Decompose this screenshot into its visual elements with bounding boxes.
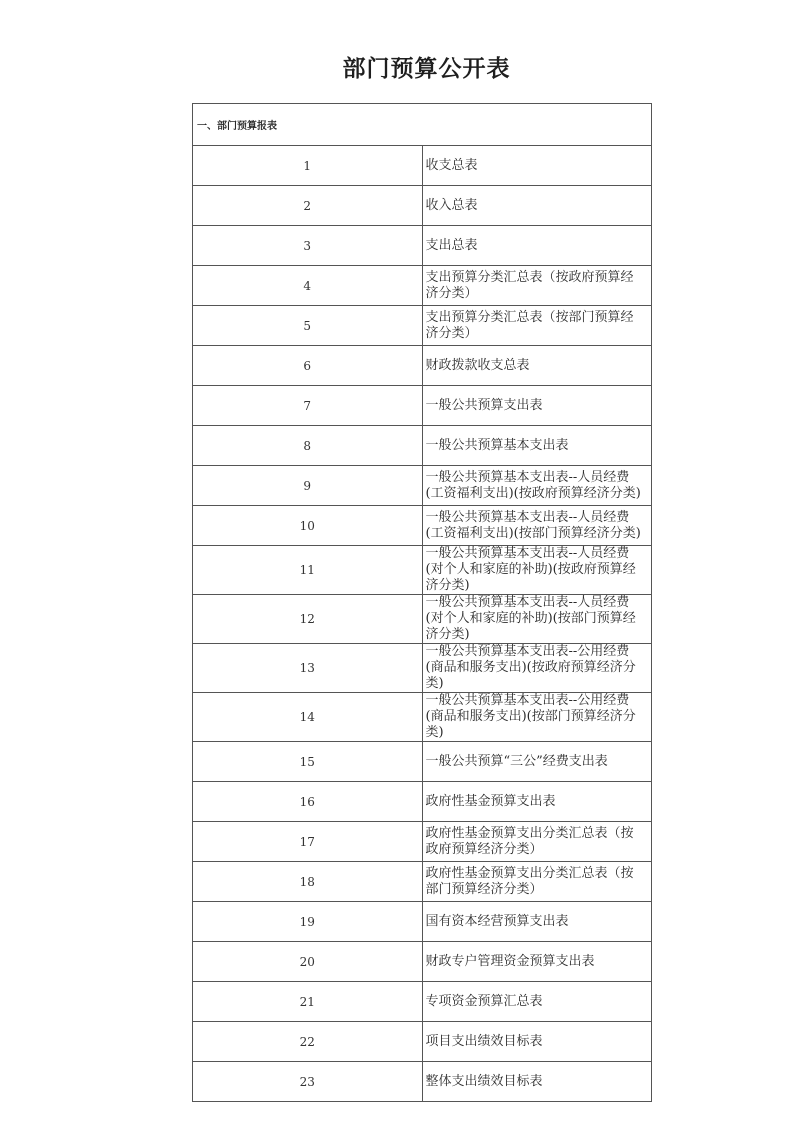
table-row (193, 146, 652, 186)
report-name: 支出预算分类汇总表（按政府预算经济分类） (422, 266, 652, 306)
report-name: 政府性基金预算支出分类汇总表（按政府预算经济分类） (422, 822, 652, 862)
table-row (193, 1022, 652, 1062)
row-number: 7 (193, 386, 423, 426)
table-row (193, 1062, 652, 1102)
report-name: 财政专户管理资金预算支出表 (422, 942, 652, 982)
report-name: 专项资金预算汇总表 (422, 982, 652, 1022)
section-header-row (193, 104, 652, 146)
report-name: 财政拨款收支总表 (422, 346, 652, 386)
row-number: 21 (193, 982, 423, 1022)
row-number: 22 (193, 1022, 423, 1062)
table-row (193, 306, 652, 346)
table-row (193, 644, 652, 693)
report-name: 一般公共预算“三公”经费支出表 (422, 742, 652, 782)
report-name: 收支总表 (422, 146, 652, 186)
report-name: 一般公共预算基本支出表--公用经费(商品和服务支出)(按政府预算经济分类) (422, 644, 652, 693)
row-number: 9 (193, 466, 423, 506)
table-row (193, 693, 652, 742)
report-name: 一般公共预算基本支出表--人员经费(对个人和家庭的补助)(按政府预算经济分类) (422, 546, 652, 595)
row-number: 23 (193, 1062, 423, 1102)
table-row (193, 266, 652, 306)
row-number: 17 (193, 822, 423, 862)
report-name: 一般公共预算基本支出表--人员经费(工资福利支出)(按部门预算经济分类) (422, 506, 652, 546)
row-number: 5 (193, 306, 423, 346)
report-name: 一般公共预算基本支出表--公用经费(商品和服务支出)(按部门预算经济分类) (422, 693, 652, 742)
row-number: 12 (193, 595, 423, 644)
report-catalog-table (192, 103, 652, 1102)
table-row (193, 346, 652, 386)
report-name: 支出预算分类汇总表（按部门预算经济分类） (422, 306, 652, 346)
table-row (193, 186, 652, 226)
table-row (193, 595, 652, 644)
table-row (193, 742, 652, 782)
report-name: 项目支出绩效目标表 (422, 1022, 652, 1062)
table-row (193, 426, 652, 466)
page-title: 部门预算公开表 (342, 56, 511, 82)
table-row (193, 982, 652, 1022)
row-number: 10 (193, 506, 423, 546)
report-name: 一般公共预算基本支出表--人员经费(对个人和家庭的补助)(按部门预算经济分类) (422, 595, 652, 644)
row-number: 4 (193, 266, 423, 306)
row-number: 19 (193, 902, 423, 942)
table-row (193, 226, 652, 266)
table-row (193, 942, 652, 982)
row-number: 3 (193, 226, 423, 266)
row-number: 18 (193, 862, 423, 902)
row-number: 8 (193, 426, 423, 466)
table-row (193, 386, 652, 426)
row-number: 6 (193, 346, 423, 386)
section-label: 一、部门预算报表 (193, 104, 652, 146)
report-name: 政府性基金预算支出表 (422, 782, 652, 822)
table-row (193, 546, 652, 595)
report-name: 国有资本经营预算支出表 (422, 902, 652, 942)
row-number: 20 (193, 942, 423, 982)
report-name: 一般公共预算支出表 (422, 386, 652, 426)
row-number: 14 (193, 693, 423, 742)
table-row (193, 822, 652, 862)
row-number: 15 (193, 742, 423, 782)
report-name: 收入总表 (422, 186, 652, 226)
table-row (193, 862, 652, 902)
table-row (193, 902, 652, 942)
row-number: 1 (193, 146, 423, 186)
row-number: 2 (193, 186, 423, 226)
row-number: 11 (193, 546, 423, 595)
report-name: 政府性基金预算支出分类汇总表（按部门预算经济分类） (422, 862, 652, 902)
report-name: 一般公共预算基本支出表 (422, 426, 652, 466)
report-name: 一般公共预算基本支出表--人员经费(工资福利支出)(按政府预算经济分类) (422, 466, 652, 506)
table-row (193, 466, 652, 506)
report-name: 整体支出绩效目标表 (422, 1062, 652, 1102)
row-number: 13 (193, 644, 423, 693)
table-row (193, 506, 652, 546)
row-number: 16 (193, 782, 423, 822)
report-name: 支出总表 (422, 226, 652, 266)
table-row (193, 782, 652, 822)
